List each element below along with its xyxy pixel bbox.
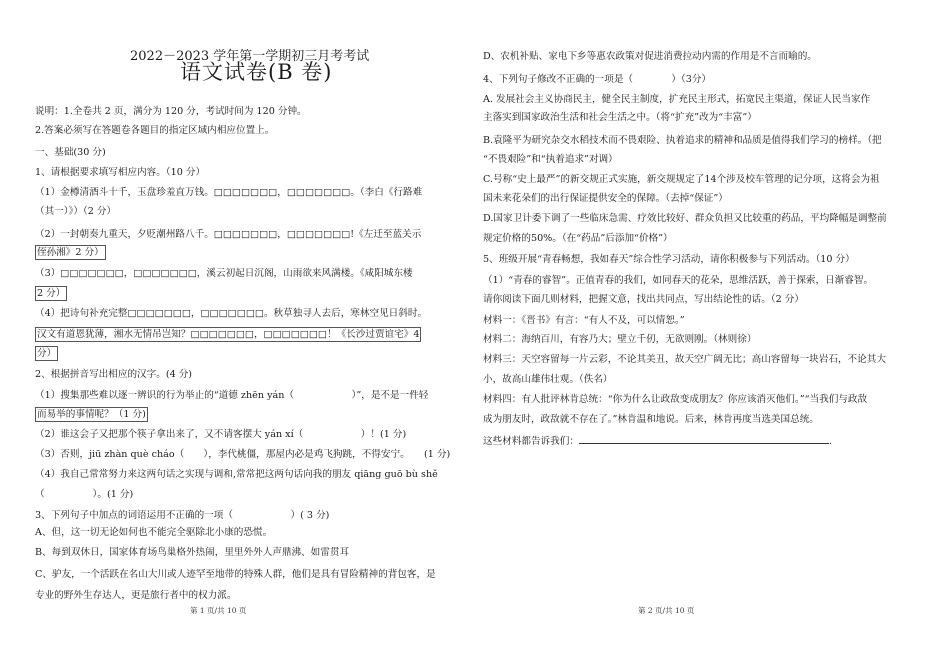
q3-option-c: C、驴友，一个活跃在名山大川或人迹罕至地带的特殊人群，他们是具有冒险精神的背包客，是 (35, 569, 436, 580)
q4-line: B.袁隆平为研究杂交水稻技术而不畏艰险、执着追求的精神和品质是值得我们学习的榜样。（把 (483, 135, 882, 146)
right-page (480, 0, 920, 658)
q5-material-3-cont: 小，故高山雄伟壮观。（佚名） (483, 374, 613, 385)
q5-material-2: 材料二：海纳百川，有容乃大；壁立千仞，无欲则刚。（林则徐） (483, 334, 757, 345)
q1-line: 汉文有道恩犹薄，湘水无情吊岂知？□□□□□□□，□□□□□□□！《长沙过贾谊宅》4 (37, 329, 420, 340)
q4-line: C.号称“史上最严”的新交规正式实施，新交规规定了14个涉及校车管理的记分项，这将会为祖 (483, 174, 880, 185)
q4-stem: 4、下列句子修改不正确的一项是（ ）（3分） (483, 74, 712, 85)
q3-option-d: D、农机补贴、家电下乡等惠农政策对促进消费拉动内需的作用是不言而喻的。 (483, 51, 817, 62)
q1-line: 2 分） (37, 288, 66, 299)
q5-material-3: 材料三：天空容留每一片云彩，不论其美丑，故天空广阔无比；高山容留每一块岩石，不论其大 (483, 354, 886, 365)
q3-stem: 3、下列句子中加点的词语运用不正确的一项（ ）( 3 分) (35, 510, 330, 521)
q4-line: A. 发展社会主义协商民主，健全民主制度，扩充民主形式，拓宽民主渠道，保证人民当家作 (483, 94, 871, 105)
q2-line: （1）搜集那些难以逐一辨识的行为举止的“道德 zhēn yán（ ）”，是不是一件轻 (35, 390, 429, 401)
q4-line: 规定价格的50%。（在“药品”后添加“价格”） (483, 233, 673, 244)
q5-answer-end: . (828, 436, 832, 447)
q3-option-c-cont: 专业的野外生存达人，更是旅行者中的权力派。 (35, 590, 237, 601)
q5-material-4-cont: 成为朋友时，政敌就不存在了。”林肯温和地说。后来，林肯再度当选美国总统。 (483, 414, 819, 425)
q5-answer-label: 这些材料都告诉我们： (483, 436, 579, 447)
page-footer: 第 2 页/共 10 页 (638, 606, 695, 615)
left-page (30, 0, 470, 658)
q5-line: 请你阅读下面几则材料，把握文意，找出共同点，写出结论性的话。（2 分） (483, 294, 804, 305)
section-heading: 一、基础(30 分) (35, 147, 106, 158)
q5-line: （1）“青春的睿智”。正值青春的我们，如同春天的花朵，思维活跃，善于探索，日渐睿智。 (483, 275, 874, 286)
q5-answer-row (483, 433, 832, 448)
q3-option-b: B、每到双休日，国家体育场鸟巢格外热闹，里里外外人声鼎沸、如雷贯耳 (35, 547, 350, 558)
q2-line: （2）谁这会子又把那个筷子拿出来了，又不请客摆大 yán xí（ ）！(1 分) (35, 429, 407, 440)
q2-line: （4）我自己常常努力来这两句话之实现与调和,常常把这两句话向我的朋友 qiāng guō bù shě (35, 469, 438, 480)
q1-stem: 1、请根据要求填写相应内容。（10 分） (35, 167, 206, 178)
q2-line: （ ）。(1 分) (35, 489, 134, 500)
q4-line: D.国家卫计委下调了一些临床急需、疗效比较好、群众负担又比较重的药品，平均降幅是调整前 (483, 213, 887, 224)
q5-material-1: 材料一：《晋书》有言：“有人不及，可以情恕。” (483, 315, 685, 326)
q4-line: 国未来花朵们的出行保证提供安全的保障。（去掉“保证”） (483, 193, 728, 204)
page-footer: 第 1 页/共 10 页 (190, 606, 247, 615)
instruction-1: 说明：1.全卷共 2 页，满分为 120 分，考试时间为 120 分钟。 (35, 106, 307, 117)
q1-line: （1）金樽清酒斗十千，玉盘珍羞直万钱。□□□□□□□，□□□□□□□。（李白《行路难 (35, 187, 423, 198)
q5-answer-blank[interactable] (579, 433, 829, 444)
q1-line: 分） (37, 348, 57, 359)
q5-material-4: 材料四：有人批评林肯总统：“你为什么让政敌变成朋友？你应该消灭他们。”“当我们与政敌 (483, 394, 868, 405)
q4-line: 主落实到国家政治生活和社会生活之中。（将“扩充”改为“丰富”） (483, 112, 757, 123)
q1-line: （其一）》）（2 分） (35, 206, 117, 217)
q1-line: （4）把诗句补充完整□□□□□□□，□□□□□□□。秋草独寻人去后，寒林空见日斜时。 (35, 308, 428, 319)
q3-option-a: A、但，这一切无论如何也不能完全驱除北小康的恐慌。 (35, 527, 273, 538)
exam-title: 2022－2023 学年第一学期初三月考考试 (130, 49, 370, 64)
q5-stem: 5、班级开展“青春畅想，我如春天”综合性学习活动，请你积极参与下列活动。（10 分） (483, 254, 855, 265)
q2-stem: 2、根据拼音写出相应的汉字。(4 分) (35, 369, 193, 380)
paper-title: 语文试卷(B 卷) (180, 60, 333, 84)
q4-line: “不畏艰险”和“执着追求”对调） (483, 154, 618, 165)
q2-line: 而易举的事情呢？（1 分) (37, 409, 146, 420)
q1-line: （2）一封朝奏九重天，夕贬潮州路八千。□□□□□□□，□□□□□□□!《左迁至蓝关示 (35, 229, 422, 240)
q1-line: （3）□□□□□□□，□□□□□□□，溪云初起日沉阁，山雨欲来风满楼。《咸阳城东楼 (35, 268, 413, 279)
q2-line: （3）否则，jiū zhàn què cháo（ ），李代桃僵，那屋内必是鸡飞狗跳，不得安宁。 (1 分) (35, 449, 451, 460)
instruction-2: 2.答案必须写在答题卷各题目的指定区域内相应位置上。 (35, 125, 275, 136)
q1-line: 侄孙湘》2 分） (37, 247, 104, 258)
